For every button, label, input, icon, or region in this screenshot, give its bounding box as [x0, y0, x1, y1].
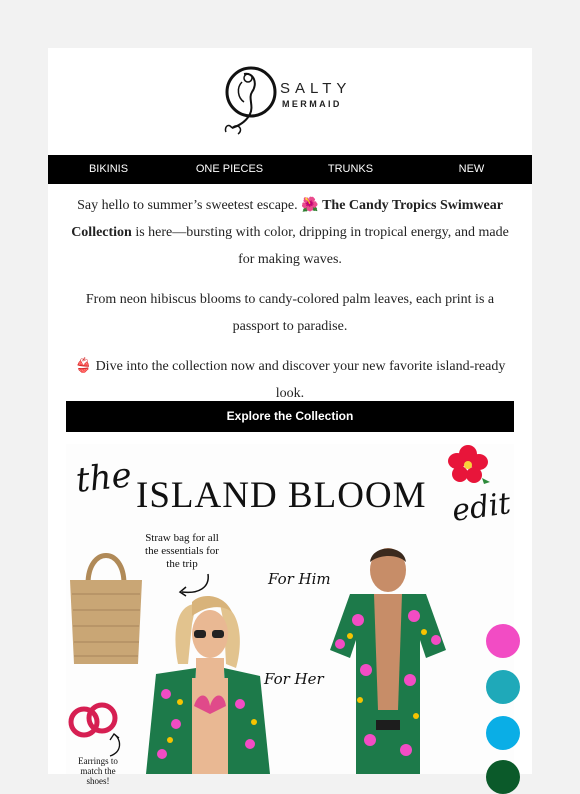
nav-item-bikinis[interactable]: BIKINIS	[88, 163, 129, 175]
straw-bag-image	[66, 544, 146, 670]
island-bloom-banner[interactable]	[66, 444, 514, 786]
brand-name: SALTY	[280, 80, 352, 97]
swatch-pink[interactable]	[486, 624, 520, 658]
collection-name: The Candy Tropics Swimwear Collection	[71, 198, 503, 240]
script-the: the	[74, 455, 134, 501]
intro-paragraph-3: 👙 Dive into the collection now and discover your new favorite island-ready look.	[74, 359, 506, 401]
man-model-image	[310, 540, 470, 774]
straw-bag-note: Straw bag for all the essentials for the trip	[145, 532, 219, 570]
brand-subname: MERMAID	[282, 99, 342, 109]
for-him-label: For Him	[268, 570, 331, 588]
intro-copy	[64, 192, 516, 420]
script-edit: edit	[449, 486, 513, 529]
for-her-label: For Her	[264, 670, 324, 688]
intro-paragraph-1	[64, 192, 516, 273]
nav-item-trunks[interactable]: TRUNKS	[327, 163, 374, 175]
intro-paragraph-2: From neon hibiscus blooms to candy-colored palm leaves, each print is a passport to paradise.	[85, 292, 495, 334]
banner-title: ISLAND BLOOM	[136, 475, 427, 516]
earrings-note: Earrings to match the shoes!	[78, 756, 118, 786]
email-card	[48, 48, 532, 786]
swatch-sky-blue[interactable]	[486, 716, 520, 750]
intro-text: Say hello to summer’s sweetest escape. 🌺	[77, 198, 323, 213]
hibiscus-icon	[446, 444, 490, 484]
intro-text-tail: is here—bursting with color, dripping in tropical energy, and made for making waves.	[131, 225, 509, 267]
brand-logo[interactable]	[224, 60, 358, 134]
main-nav	[48, 155, 532, 184]
explore-collection-button[interactable]: Explore the Collection	[66, 401, 514, 432]
curved-arrow-icon	[106, 732, 126, 758]
nav-item-new[interactable]: NEW	[458, 163, 485, 175]
mermaid-logo-icon	[224, 62, 280, 134]
swatch-teal[interactable]	[486, 670, 520, 704]
swatch-dark-green[interactable]	[486, 760, 520, 794]
nav-item-one-pieces[interactable]: ONE PIECES	[195, 163, 264, 175]
